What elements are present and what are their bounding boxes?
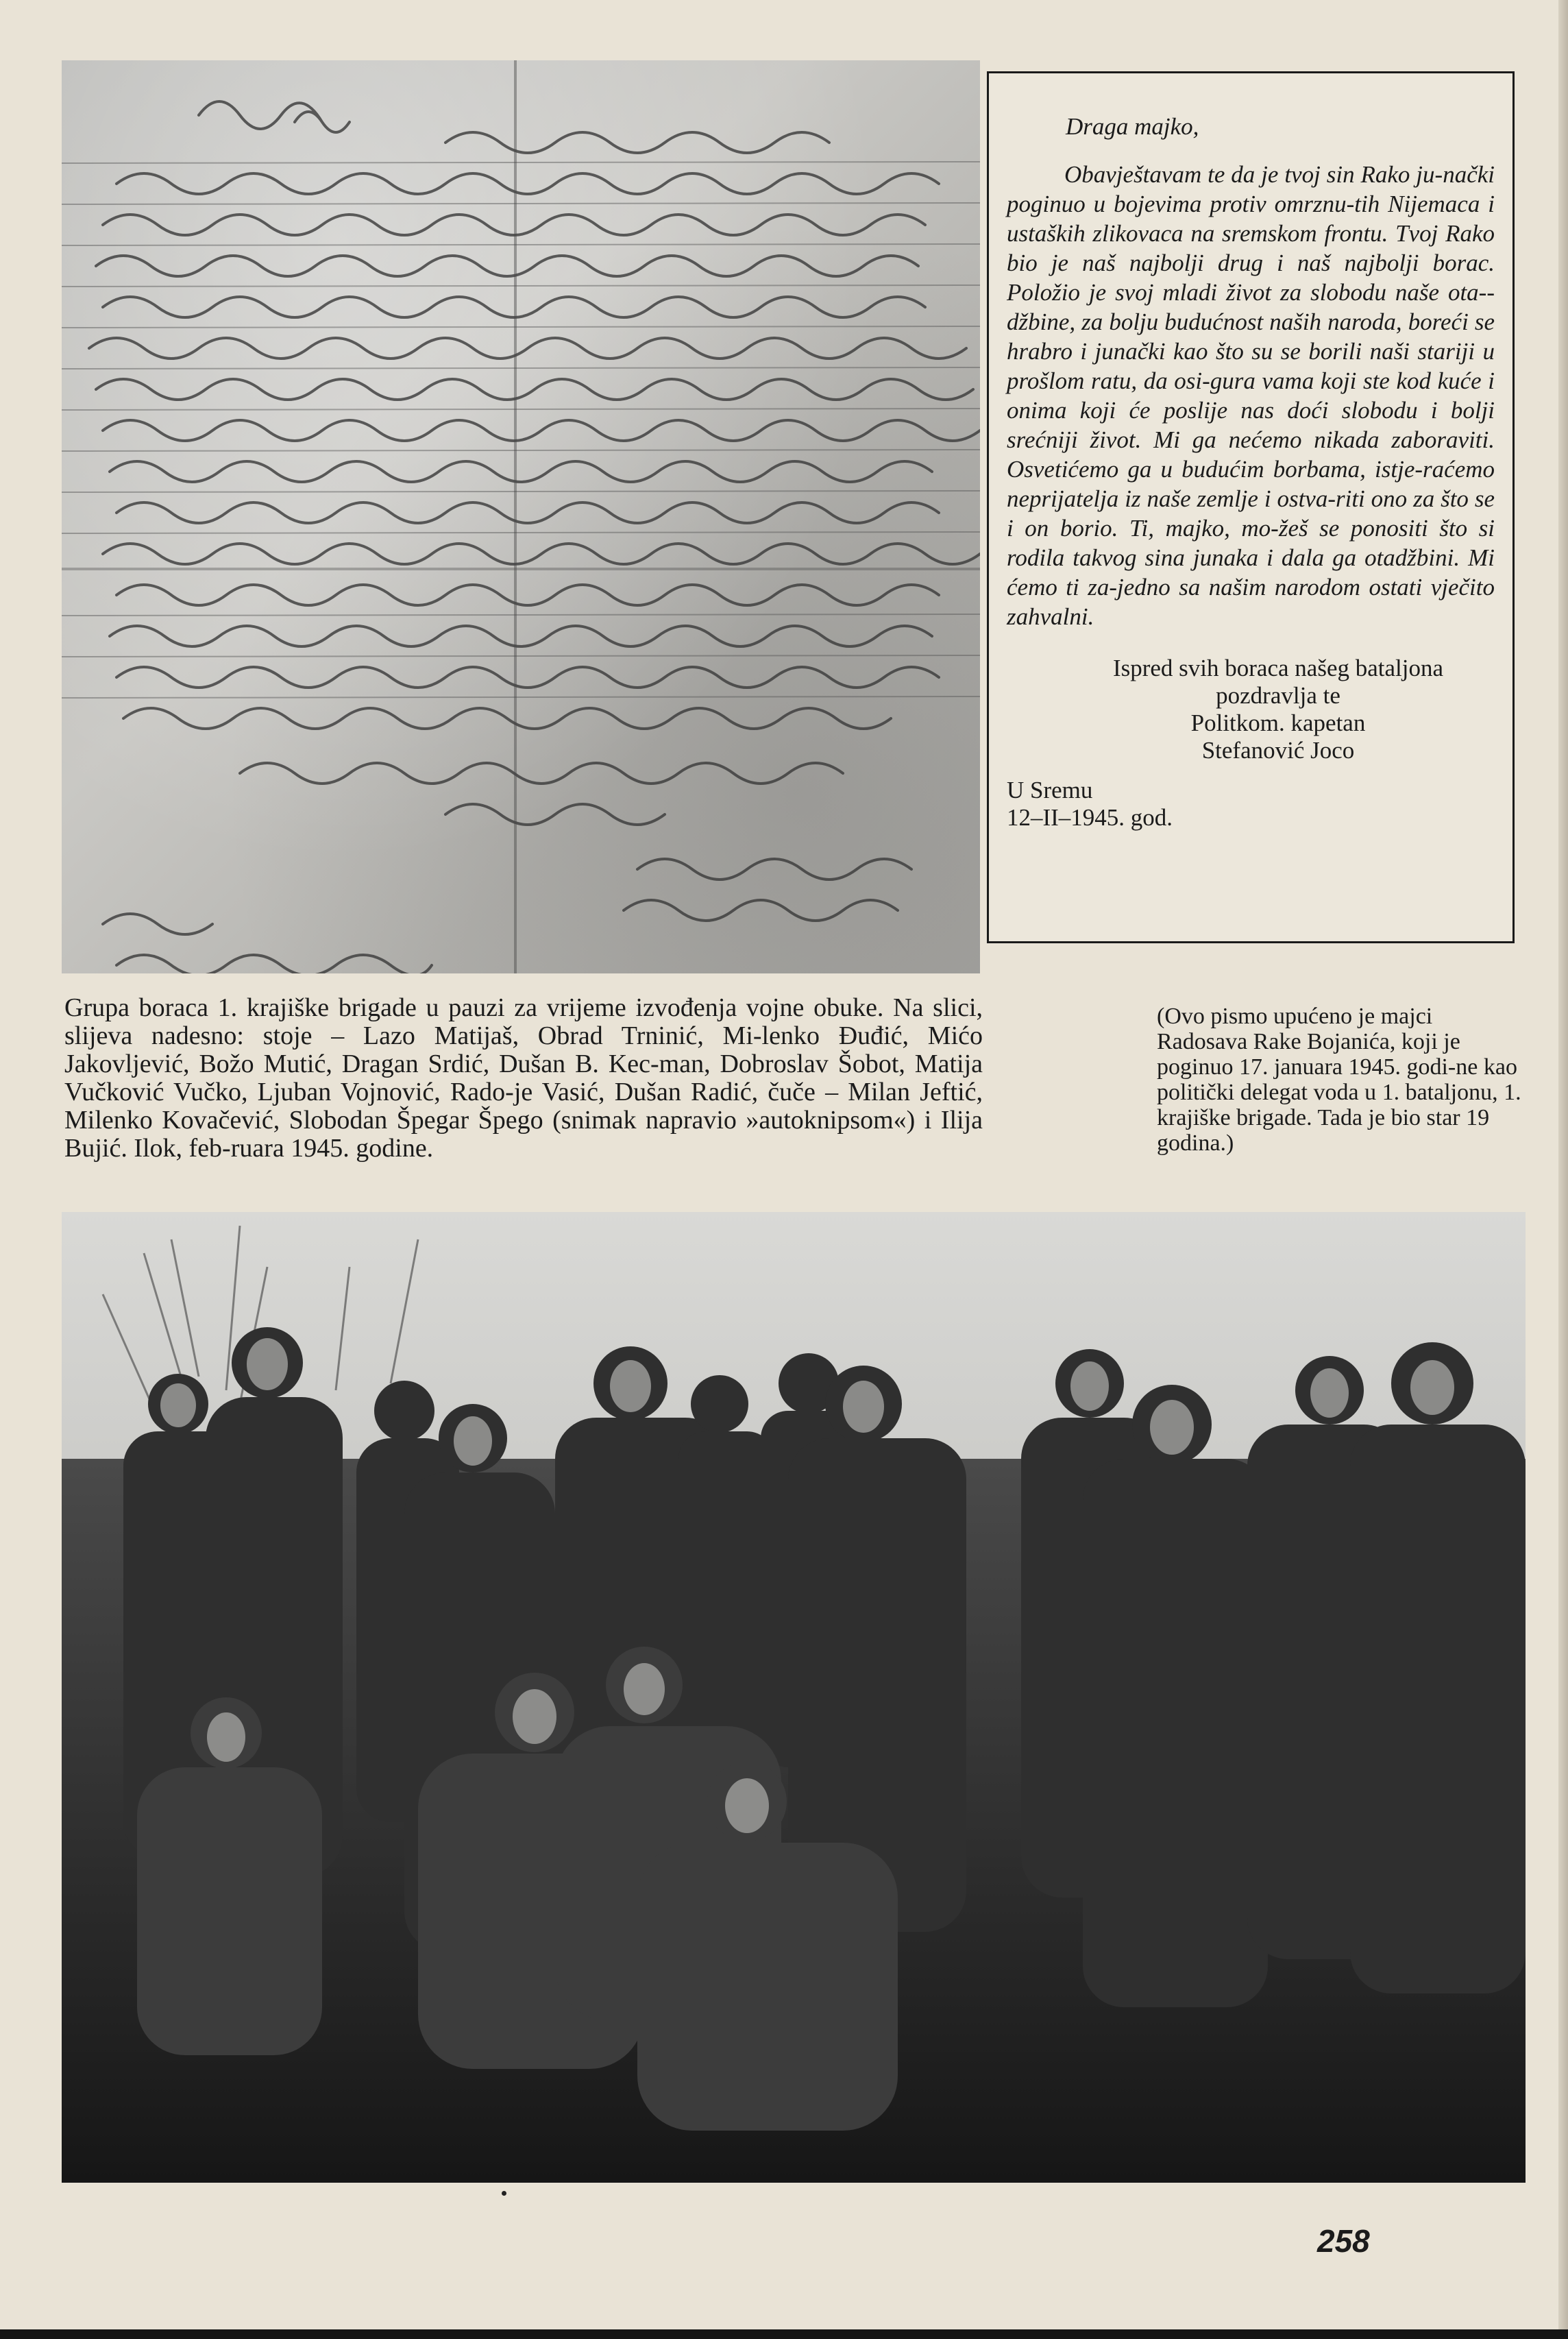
letter-body: Obavještavam te da je tvoj sin Rako ju-nački poginuo u bojevima protiv omrznu-tih Nijemaca i ustaških zlikovaca na sremskom frontu. Tvoj Rako bio je naš najbolji drug i naš najbolji borac. Položio je svoj mladi život za slobodu naše ota-džbine, za bolju budućnost naših naroda, boreći se hrabro i junački kao što su se borili naši stariji u prošlom ratu, da osi-gura vama koji ste kod kuće i onima koji će poslije nas doći slobodu i bolji srećniji život. Mi ga nećemo nikada zaboraviti. Osvetićemo ga u budućim borbama, istje-raćemo neprijatelja iz naše zemlje i ostva-riti ono za što se i on borio. Ti, majko, mo-žeš se ponositi što si rodila takvog sina junaka i dala ga otadžbini. Mi ćemo ti za-jedno sa našim narodom ostati vječito zahvalni. — [1007, 161, 1495, 630]
letter-date: 12–II–1945. god. — [1007, 804, 1173, 831]
group-photo-silhouettes — [62, 1212, 1526, 2183]
page-edge-bottom — [0, 2329, 1568, 2339]
letter-signoff — [1007, 655, 1495, 764]
handwriting-strokes — [62, 60, 980, 973]
letter-note-caption: (Ovo pismo upućeno je majci Radosava Rake Bojanića, koji je poginuo 17. januara 1945. godi-ne kao politički delegat voda u 1. bataljonu, 1. krajiške brigade. Tada je bio star 19 godina.) — [1157, 1004, 1521, 1156]
page-number: 258 — [1317, 2223, 1370, 2259]
group-photo-image — [62, 1212, 1526, 2183]
letter-place-date — [1007, 777, 1495, 832]
signoff-line: pozdravlja te — [1216, 682, 1340, 709]
letter-place: U Sremu — [1007, 777, 1093, 803]
letter-transcription-box — [987, 71, 1515, 943]
signoff-line: Ispred svih boraca našeg bataljona — [1112, 655, 1444, 681]
letter-fold-vertical — [514, 60, 517, 973]
handwritten-letter-image — [62, 60, 980, 973]
photo-caption: Grupa boraca 1. krajiške brigade u pauzi za vrijeme izvođenja vojne obuke. Na slici, slijeva nadesno: stoje – Lazo Matijaš, Obrad Trninić, Mi-lenko Đuđić, Mićo Jakovljević, Božo Mutić, Dragan Srdić, Dušan B. Kec-man, Dobroslav Šobot, Matija Vučković Vučko, Ljuban Vojnović, Rado-je Vasić, Dušan Radić, čuče – Milan Jeftić, Milenko Kovačević, Slobodan Špegar Špego (snimak napravio »autoknipsom«) i Ilija Bujić. Ilok, feb-ruara 1945. godine. — [64, 993, 983, 1163]
page-edge-right — [1558, 0, 1568, 2339]
signoff-line: Politkom. kapetan — [1190, 710, 1366, 736]
print-dot — [502, 2191, 506, 2196]
letter-salutation: Draga majko, — [1066, 113, 1199, 140]
signoff-line: Stefanović Joco — [1201, 737, 1355, 764]
letter-fold-horizontal — [62, 568, 980, 570]
